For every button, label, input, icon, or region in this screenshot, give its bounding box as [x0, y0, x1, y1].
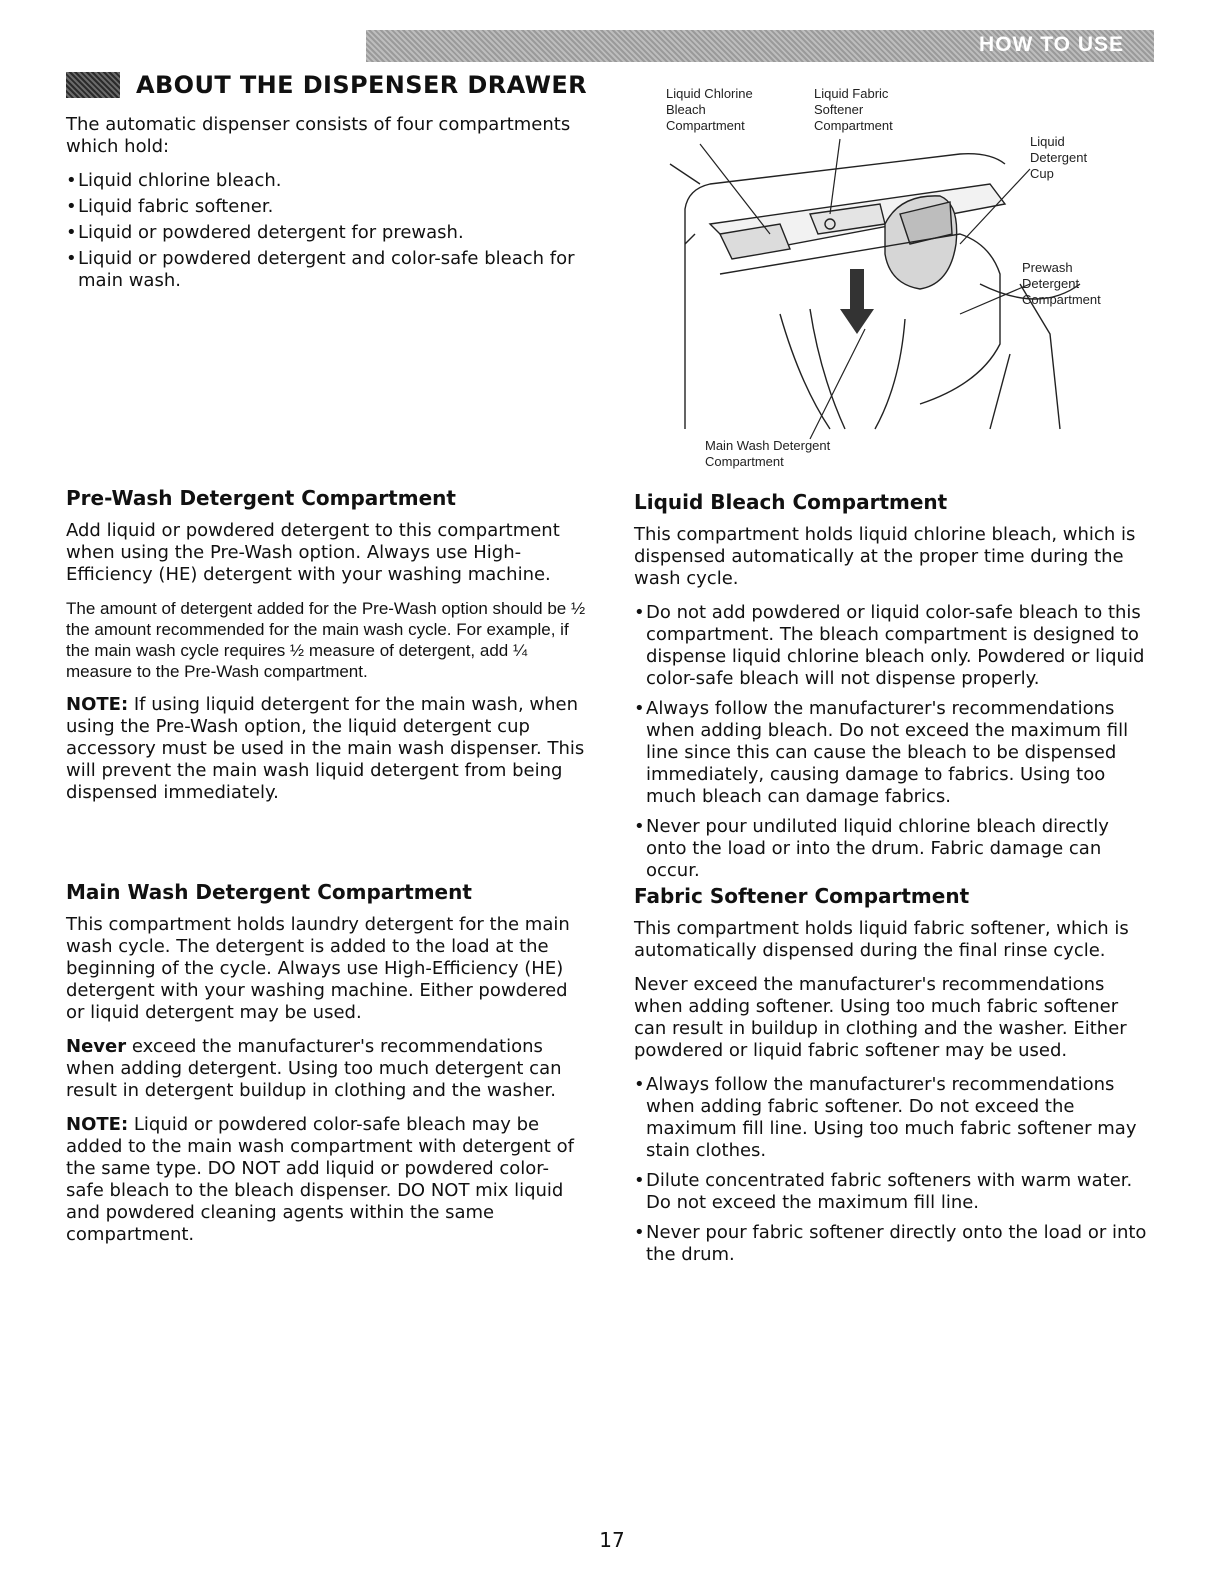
label-cup-line1: Liquid [1030, 134, 1065, 149]
list-item: • Never pour fabric softener directly onto the load or into the drum. [634, 1222, 1154, 1266]
softener-paragraph-1: This compartment holds liquid fabric softener, which is automatically dispensed during the final rinse cycle. [634, 918, 1129, 961]
prewash-paragraph-2: The amount of detergent added for the Pre-Wash option should be ½ the amount recommended for the main wash cycle. For example, if the main wash cycle requires ½ measure of detergent, add ¼ measure to the Pre-Wash compartment. [66, 599, 586, 681]
bleach-title: Liquid Bleach Compartment [634, 490, 948, 514]
bleach-list [634, 602, 1154, 882]
note-text: If using liquid detergent for the main wash, when using the Pre-Wash option, the liquid detergent cup accessory must be used in the main wash dispenser. This will prevent the main wash liquid detergent from being dispensed immediately. [66, 694, 585, 803]
intro-block [66, 114, 586, 304]
label-cup-line3: Cup [1030, 166, 1054, 181]
label-prewash-line2: Detergent [1022, 276, 1080, 291]
label-mainwash-line1: Main Wash Detergent [705, 438, 831, 453]
prewash-title: Pre-Wash Detergent Compartment [66, 486, 456, 510]
list-item: • Liquid or powdered detergent and color-safe bleach for main wash. [66, 248, 586, 292]
intro-list [66, 170, 586, 292]
section-title: ABOUT THE DISPENSER DRAWER [136, 71, 588, 99]
note-label: NOTE: [66, 1114, 129, 1135]
list-item: • Dilute concentrated fabric softeners with warm water. Do not exceed the maximum fill line. [634, 1170, 1154, 1214]
intro-text: The automatic dispenser consists of four compartments which hold: [66, 114, 571, 157]
list-item: • Liquid fabric softener. [66, 196, 586, 218]
softener-list [634, 1074, 1154, 1266]
label-cup-line2: Detergent [1030, 150, 1088, 165]
label-bleach-line3: Compartment [666, 118, 745, 133]
mainwash-paragraph-2 [66, 1036, 586, 1102]
list-item: • Never pour undiluted liquid chlorine bleach directly onto the load or into the drum. Fabric damage can occur. [634, 816, 1154, 882]
mainwash-paragraph-2-text: exceed the manufacturer's recommendations when adding detergent. Using too much detergent can result in detergent buildup in clothing and the washer. [66, 1036, 562, 1101]
mainwash-note [66, 1114, 586, 1246]
bleach-section [634, 490, 1154, 894]
list-item: • Liquid or powdered detergent for prewash. [66, 222, 586, 244]
softener-section [634, 884, 1154, 1278]
never-label: Never [66, 1036, 127, 1057]
label-mainwash-line2: Compartment [705, 454, 784, 469]
page-number: 17 [599, 1528, 625, 1552]
label-bleach-line2: Bleach [666, 102, 706, 117]
bleach-paragraph-1: This compartment holds liquid chlorine bleach, which is dispensed automatically at the proper time during the wash cycle. [634, 524, 1136, 589]
label-softener-line3: Compartment [814, 118, 893, 133]
note-text: Liquid or powdered color-safe bleach may be added to the main wash compartment with detergent of the same type. DO NOT add liquid or powdered color-safe bleach to the bleach dispenser. DO NOT mix liquid and powdered cleaning agents within the same compartment. [66, 1114, 574, 1245]
prewash-note [66, 694, 586, 804]
label-prewash-line3: Compartment [1022, 292, 1101, 307]
dispenser-diagram [660, 84, 1130, 476]
section-marker [66, 72, 120, 98]
prewash-section [66, 486, 586, 816]
label-bleach-line1: Liquid Chlorine [666, 86, 753, 101]
label-prewash-line1: Prewash [1022, 260, 1073, 275]
softener-title: Fabric Softener Compartment [634, 884, 970, 908]
header-title: HOW TO USE [979, 33, 1124, 56]
list-item: • Liquid chlorine bleach. [66, 170, 586, 192]
prewash-paragraph-1: Add liquid or powdered detergent to this compartment when using the Pre-Wash option. Always use High-Efficiency (HE) detergent with your washing machine. [66, 520, 560, 585]
softener-paragraph-2: Never exceed the manufacturer's recommendations when adding softener. Using too much fabric softener can result in buildup in clothing and the washer. Either powdered or liquid fabric softener may be used. [634, 974, 1127, 1061]
mainwash-title: Main Wash Detergent Compartment [66, 880, 472, 904]
list-item: • Always follow the manufacturer's recommendations when adding bleach. Do not exceed the maximum fill line since this can cause the bleach to be dispensed immediately, causing damage to fabrics. Using too much bleach can damage fabrics. [634, 698, 1154, 808]
list-item: • Do not add powdered or liquid color-safe bleach to this compartment. The bleach compartment is designed to dispense liquid chlorine bleach only. Powdered or liquid color-safe bleach will not dispense properly. [634, 602, 1154, 690]
mainwash-section [66, 880, 586, 1258]
section-heading [66, 70, 587, 100]
note-label: NOTE: [66, 694, 129, 715]
dispenser-illustration [660, 84, 1130, 476]
label-softener-line1: Liquid Fabric [814, 86, 889, 101]
header-bar [366, 30, 1154, 62]
label-softener-line2: Softener [814, 102, 864, 117]
list-item: • Always follow the manufacturer's recommendations when adding fabric softener. Do not exceed the maximum fill line. Using too much fabric softener may stain clothes. [634, 1074, 1154, 1162]
mainwash-paragraph-1: This compartment holds laundry detergent for the main wash cycle. The detergent is added to the load at the beginning of the cycle. Always use High-Efficiency (HE) detergent with your washing machine. Either powdered or liquid detergent may be used. [66, 914, 570, 1023]
